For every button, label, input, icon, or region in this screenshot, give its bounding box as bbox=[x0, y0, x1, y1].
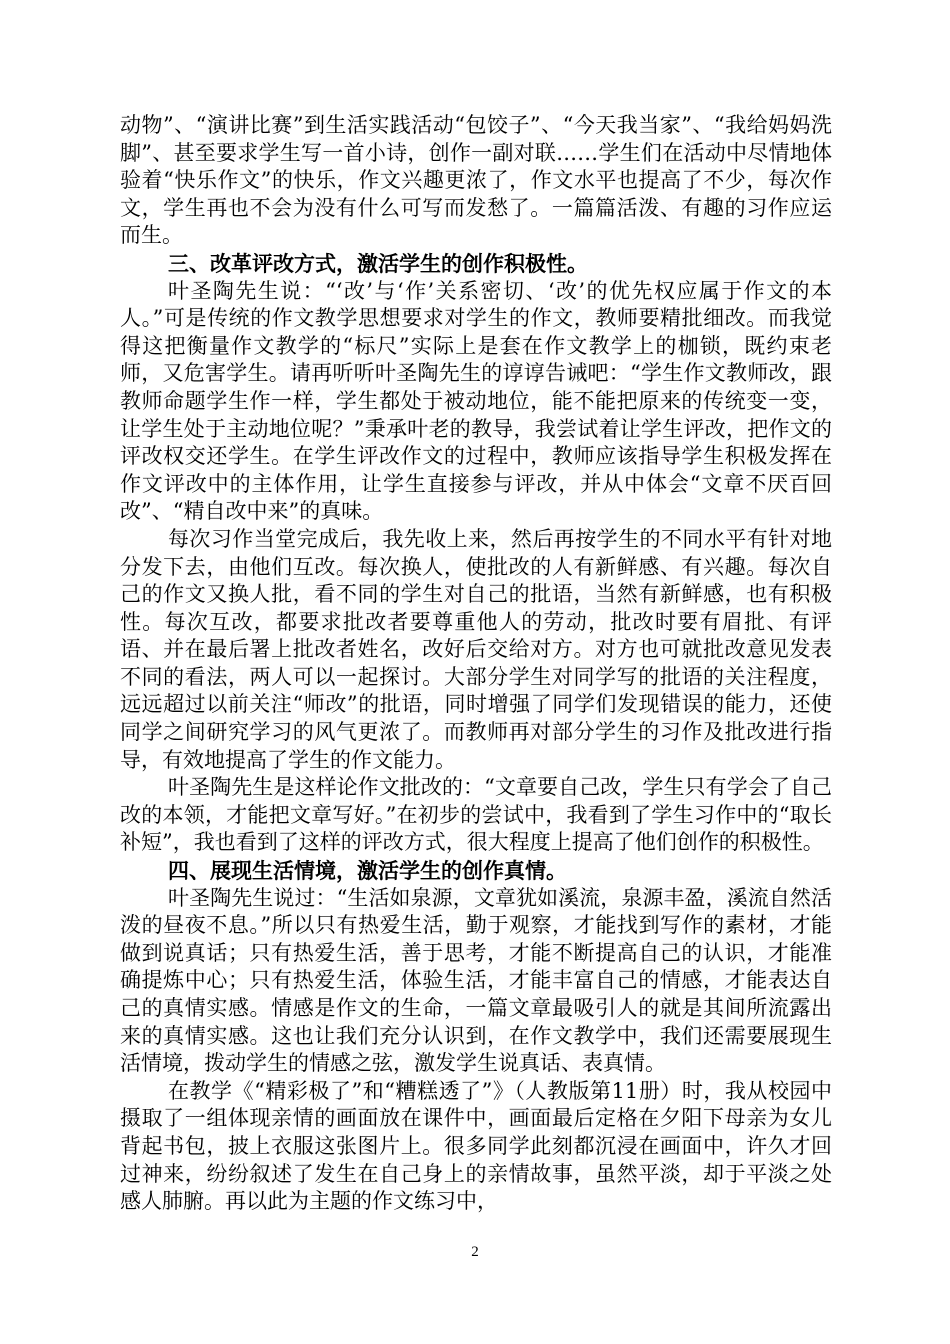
section-heading: 三、改革评改方式，激活学生的创作积极性。 bbox=[168, 250, 588, 276]
section-heading: 四、展现生活情境，激活学生的创作真情。 bbox=[168, 858, 567, 884]
document-body bbox=[120, 112, 832, 1216]
paragraph: 叶圣陶先生说：“‘改’与‘作’关系密切、‘改’的优先权应属于作文的本人。”可是传统的作文教学思想要求对学生的作文，教师要精批细改。而我觉得这把衡量作文教学的“标尺”实际上是套在作文教学上的枷锁，既约束老师，又危害学生。请再听听叶圣陶先生的谆谆告诫吧：“学生作文教师改，跟教师命题学生作一样，学生都处于被动地位，能不能把原来的传统变一变，让学生处于主动地位呢？”秉承叶老的教导，我尝试着让学生评改，把作文的评改权交还学生。在学生评改作文的过程中，教师应该指导学生积极发挥在作文评改中的主体作用，让学生直接参与评改，并从中体会“文章不厌百回改”、“精自改中来”的真味。 bbox=[120, 278, 832, 524]
paragraph: 叶圣陶先生是这样论作文批改的：“文章要自己改，学生只有学会了自己改的本领，才能把文章写好。”在初步的尝试中，我看到了学生习作中的“取长补短”，我也看到了这样的评改方式，很大程度上提高了他们创作的积极性。 bbox=[120, 775, 832, 855]
paragraph: 每次习作当堂完成后，我先收上来，然后再按学生的不同水平有针对地分发下去，由他们互改。每次换人，使批改的人有新鲜感、有兴趣。每次自己的作文又换人批，看不同的学生对自己的批语，当然有新鲜感，也有积极性。每次互改，都要求批改者要尊重他人的劳动，批改时要有眉批、有评语、并在最后署上批改者姓名，改好后交给对方。对方也可就批改意见发表不同的看法，两人可以一起探讨。大部分学生对同学写的批语的关注程度，远远超过以前关注“师改”的批语，同时增强了同学们发现错误的能力，还使同学之间研究学习的风气更浓了。而教师再对部分学生的习作及批改进行指导，有效地提高了学生的作文能力。 bbox=[120, 526, 832, 772]
page-number: 2 bbox=[471, 1244, 479, 1260]
paragraph: 叶圣陶先生说过：“生活如泉源，文章犹如溪流，泉源丰盈，溪流自然活泼的昼夜不息。”所以只有热爱生活，勤于观察，才能找到写作的素材，才能做到说真话；只有热爱生活，善于思考，才能不断提高自己的认识，才能准确提炼中心；只有热爱生活，体验生活，才能丰富自己的情感，才能表达自己的真情实感。情感是作文的生命，一篇文章最吸引人的就是其间所流露出来的真情实感。这也让我们充分认识到，在作文教学中，我们还需要展现生活情境，拨动学生的情感之弦，激发学生说真话、表真情。 bbox=[120, 885, 832, 1076]
paragraph: 在教学《“精彩极了”和“糟糕透了”》（人教版第11册）时，我从校园中摄取了一组体现亲情的画面放在课件中，画面最后定格在夕阳下母亲为女儿背起书包，披上衣服这张图片上。很多同学此刻都沉浸在画面中，许久才回过神来，纷纷叙述了发生在自己身上的亲情故事，虽然平淡，却于平淡之处感人肺腑。再以此为主题的作文练习中， bbox=[120, 1078, 832, 1214]
paragraph: 动物”、“演讲比赛”到生活实践活动“包饺子”、“今天我当家”、“我给妈妈洗脚”、甚至要求学生写一首小诗，创作一副对联……学生们在活动中尽情地体验着“快乐作文”的快乐，作文兴趣更浓了，作文水平也提高了不少，每次作文，学生再也不会为没有什么可写而发愁了。一篇篇活泼、有趣的习作应运而生。 bbox=[120, 113, 832, 248]
